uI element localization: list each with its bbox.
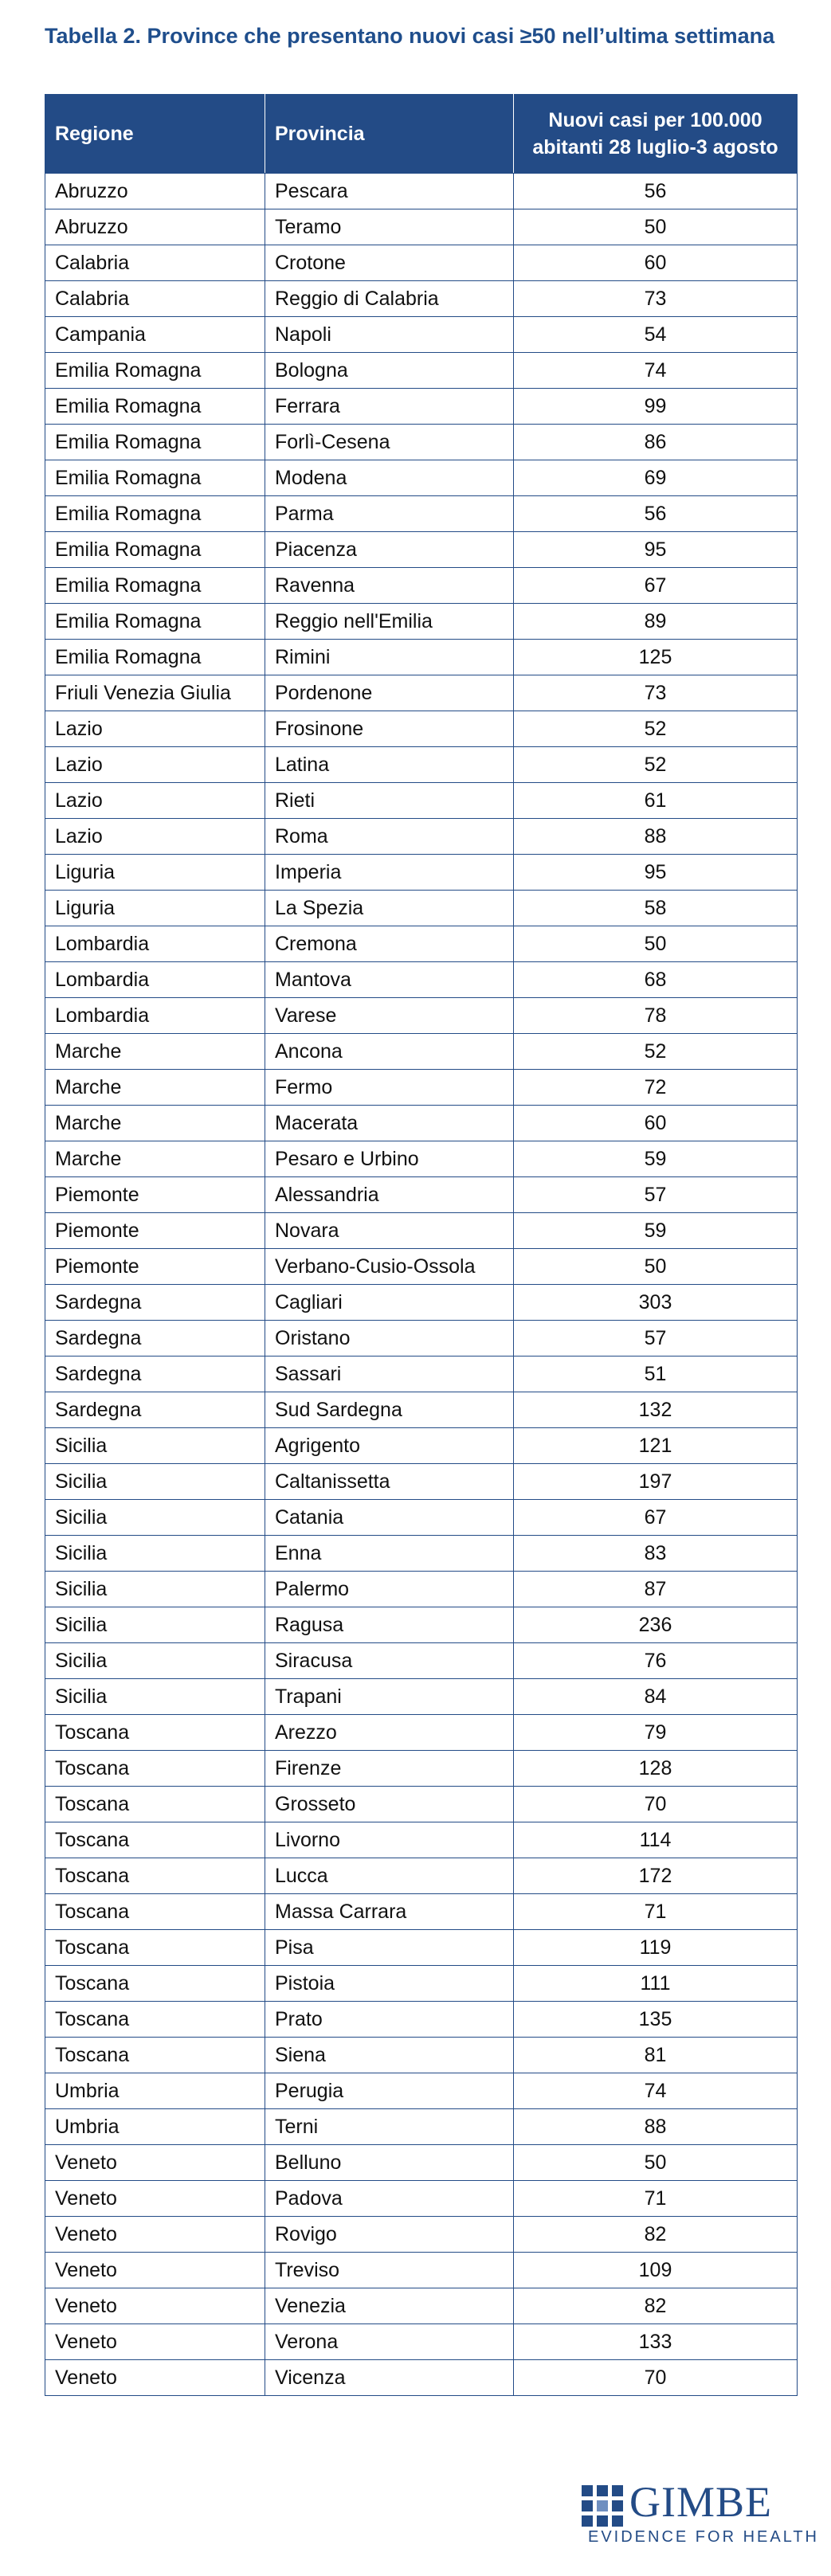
region-cell: Toscana	[45, 1894, 265, 1930]
province-cell: Firenze	[265, 1751, 514, 1787]
region-cell: Emilia Romagna	[45, 460, 265, 496]
province-cell: Verona	[265, 2324, 514, 2360]
province-cell: Crotone	[265, 245, 514, 281]
province-cell: La Spezia	[265, 891, 514, 926]
table-row	[45, 1392, 798, 1428]
province-cell: Macerata	[265, 1106, 514, 1141]
region-cell: Veneto	[45, 2253, 265, 2288]
region-cell: Liguria	[45, 891, 265, 926]
province-cell: Fermo	[265, 1070, 514, 1106]
header-new-cases-line1: Nuovi casi per 100.000	[548, 109, 762, 131]
table-row	[45, 1500, 798, 1536]
province-cell: Cremona	[265, 926, 514, 962]
province-cell: Mantova	[265, 962, 514, 998]
new-cases-cell: 52	[514, 1034, 798, 1070]
region-cell: Campania	[45, 317, 265, 353]
province-cell: Piacenza	[265, 532, 514, 568]
header-new-cases-line2: abitanti 28 luglio-3 agosto	[532, 136, 778, 159]
region-cell: Emilia Romagna	[45, 604, 265, 640]
new-cases-cell: 109	[514, 2253, 798, 2288]
province-cell: Ancona	[265, 1034, 514, 1070]
region-cell: Sardegna	[45, 1357, 265, 1392]
province-cell: Venezia	[265, 2288, 514, 2324]
region-cell: Piemonte	[45, 1213, 265, 1249]
gimbe-mark-icon	[582, 2485, 623, 2527]
new-cases-cell: 59	[514, 1141, 798, 1177]
region-cell: Lazio	[45, 819, 265, 855]
region-cell: Toscana	[45, 2038, 265, 2073]
region-cell: Sicilia	[45, 1572, 265, 1607]
table-row	[45, 1715, 798, 1751]
province-cell: Siena	[265, 2038, 514, 2073]
province-cell: Palermo	[265, 1572, 514, 1607]
region-cell: Veneto	[45, 2324, 265, 2360]
new-cases-cell: 81	[514, 2038, 798, 2073]
new-cases-cell: 87	[514, 1572, 798, 1607]
new-cases-cell: 50	[514, 209, 798, 245]
region-cell: Sicilia	[45, 1428, 265, 1464]
new-cases-cell: 135	[514, 2002, 798, 2038]
region-cell: Umbria	[45, 2073, 265, 2109]
table-row	[45, 675, 798, 711]
new-cases-cell: 303	[514, 1285, 798, 1321]
region-cell: Toscana	[45, 1822, 265, 1858]
province-cell: Massa Carrara	[265, 1894, 514, 1930]
table-row	[45, 174, 798, 209]
province-cell: Belluno	[265, 2145, 514, 2181]
province-cell: Caltanissetta	[265, 1464, 514, 1500]
header-new-cases	[514, 95, 798, 174]
new-cases-cell: 57	[514, 1177, 798, 1213]
province-cell: Siracusa	[265, 1643, 514, 1679]
new-cases-cell: 61	[514, 783, 798, 819]
table-row	[45, 783, 798, 819]
region-cell: Toscana	[45, 1751, 265, 1787]
new-cases-cell: 125	[514, 640, 798, 675]
table-row	[45, 1966, 798, 2002]
new-cases-cell: 121	[514, 1428, 798, 1464]
new-cases-cell: 73	[514, 675, 798, 711]
province-cell: Modena	[265, 460, 514, 496]
table-row	[45, 1572, 798, 1607]
table-row	[45, 2145, 798, 2181]
new-cases-cell: 71	[514, 1894, 798, 1930]
province-cell: Alessandria	[265, 1177, 514, 1213]
table-body	[45, 174, 798, 2396]
table-row	[45, 1141, 798, 1177]
region-cell: Veneto	[45, 2360, 265, 2396]
province-cell: Sud Sardegna	[265, 1392, 514, 1428]
new-cases-cell: 58	[514, 891, 798, 926]
table-row	[45, 1679, 798, 1715]
new-cases-cell: 68	[514, 962, 798, 998]
province-cell: Frosinone	[265, 711, 514, 747]
province-cell: Treviso	[265, 2253, 514, 2288]
table-row	[45, 1213, 798, 1249]
province-cell: Roma	[265, 819, 514, 855]
table-row	[45, 998, 798, 1034]
new-cases-cell: 74	[514, 2073, 798, 2109]
region-cell: Marche	[45, 1141, 265, 1177]
region-cell: Emilia Romagna	[45, 568, 265, 604]
header-province: Provincia	[265, 95, 514, 174]
new-cases-cell: 82	[514, 2288, 798, 2324]
region-cell: Toscana	[45, 1858, 265, 1894]
new-cases-cell: 114	[514, 1822, 798, 1858]
new-cases-cell: 83	[514, 1536, 798, 1572]
region-cell: Veneto	[45, 2288, 265, 2324]
table-row	[45, 2073, 798, 2109]
table-row	[45, 1822, 798, 1858]
province-cell: Ferrara	[265, 389, 514, 425]
table-row	[45, 496, 798, 532]
region-cell: Marche	[45, 1070, 265, 1106]
table-row	[45, 1070, 798, 1106]
new-cases-cell: 76	[514, 1643, 798, 1679]
table-row	[45, 604, 798, 640]
table-row	[45, 891, 798, 926]
new-cases-cell: 73	[514, 281, 798, 317]
table-row	[45, 1177, 798, 1213]
region-cell: Sicilia	[45, 1607, 265, 1643]
region-cell: Veneto	[45, 2217, 265, 2253]
region-cell: Toscana	[45, 1715, 265, 1751]
table-row	[45, 2288, 798, 2324]
table-row	[45, 532, 798, 568]
region-cell: Friuli Venezia Giulia	[45, 675, 265, 711]
table-row	[45, 1034, 798, 1070]
table-header-row	[45, 95, 798, 174]
province-cell: Pescara	[265, 174, 514, 209]
table-row	[45, 1357, 798, 1392]
new-cases-cell: 128	[514, 1751, 798, 1787]
province-cell: Ravenna	[265, 568, 514, 604]
new-cases-cell: 86	[514, 425, 798, 460]
province-cell: Trapani	[265, 1679, 514, 1715]
province-cell: Parma	[265, 496, 514, 532]
province-cell: Arezzo	[265, 1715, 514, 1751]
province-cell: Terni	[265, 2109, 514, 2145]
table-row	[45, 962, 798, 998]
table-row	[45, 855, 798, 891]
region-cell: Emilia Romagna	[45, 640, 265, 675]
province-cell: Pordenone	[265, 675, 514, 711]
province-cell: Latina	[265, 747, 514, 783]
table-row	[45, 1249, 798, 1285]
province-cell: Livorno	[265, 1822, 514, 1858]
new-cases-cell: 70	[514, 2360, 798, 2396]
province-cell: Prato	[265, 2002, 514, 2038]
table-row	[45, 1285, 798, 1321]
table-row	[45, 640, 798, 675]
province-cell: Imperia	[265, 855, 514, 891]
region-cell: Liguria	[45, 855, 265, 891]
logo-tagline: EVIDENCE FOR HEALTH	[588, 2528, 819, 2546]
table-row	[45, 2109, 798, 2145]
table-row	[45, 1536, 798, 1572]
table-row	[45, 389, 798, 425]
region-cell: Lazio	[45, 783, 265, 819]
region-cell: Emilia Romagna	[45, 389, 265, 425]
province-cell: Varese	[265, 998, 514, 1034]
region-cell: Marche	[45, 1106, 265, 1141]
new-cases-cell: 82	[514, 2217, 798, 2253]
region-cell: Sardegna	[45, 1392, 265, 1428]
region-cell: Abruzzo	[45, 209, 265, 245]
new-cases-cell: 56	[514, 496, 798, 532]
region-cell: Calabria	[45, 281, 265, 317]
table-row	[45, 460, 798, 496]
table-row	[45, 1464, 798, 1500]
new-cases-cell: 67	[514, 568, 798, 604]
new-cases-cell: 70	[514, 1787, 798, 1822]
table-row	[45, 317, 798, 353]
table-row	[45, 568, 798, 604]
province-cell: Reggio nell'Emilia	[265, 604, 514, 640]
province-cell: Bologna	[265, 353, 514, 389]
region-cell: Sicilia	[45, 1536, 265, 1572]
province-cell: Rimini	[265, 640, 514, 675]
provinces-table	[45, 94, 798, 2396]
new-cases-cell: 50	[514, 2145, 798, 2181]
table-row	[45, 2181, 798, 2217]
province-cell: Pistoia	[265, 1966, 514, 2002]
new-cases-cell: 69	[514, 460, 798, 496]
new-cases-cell: 72	[514, 1070, 798, 1106]
new-cases-cell: 67	[514, 1500, 798, 1536]
region-cell: Abruzzo	[45, 174, 265, 209]
region-cell: Emilia Romagna	[45, 353, 265, 389]
new-cases-cell: 57	[514, 1321, 798, 1357]
table-row	[45, 2002, 798, 2038]
table-row	[45, 2360, 798, 2396]
table-row	[45, 1787, 798, 1822]
province-cell: Oristano	[265, 1321, 514, 1357]
table-row	[45, 2253, 798, 2288]
new-cases-cell: 60	[514, 245, 798, 281]
table-row	[45, 2217, 798, 2253]
new-cases-cell: 59	[514, 1213, 798, 1249]
province-cell: Vicenza	[265, 2360, 514, 2396]
region-cell: Umbria	[45, 2109, 265, 2145]
new-cases-cell: 88	[514, 819, 798, 855]
table-row	[45, 281, 798, 317]
new-cases-cell: 119	[514, 1930, 798, 1966]
region-cell: Piemonte	[45, 1249, 265, 1285]
table-row	[45, 1894, 798, 1930]
new-cases-cell: 99	[514, 389, 798, 425]
region-cell: Lazio	[45, 747, 265, 783]
new-cases-cell: 84	[514, 1679, 798, 1715]
province-cell: Grosseto	[265, 1787, 514, 1822]
new-cases-cell: 56	[514, 174, 798, 209]
province-cell: Rieti	[265, 783, 514, 819]
new-cases-cell: 79	[514, 1715, 798, 1751]
new-cases-cell: 111	[514, 1966, 798, 2002]
region-cell: Toscana	[45, 1787, 265, 1822]
region-cell: Emilia Romagna	[45, 425, 265, 460]
province-cell: Teramo	[265, 209, 514, 245]
province-cell: Enna	[265, 1536, 514, 1572]
province-cell: Lucca	[265, 1858, 514, 1894]
new-cases-cell: 236	[514, 1607, 798, 1643]
region-cell: Sardegna	[45, 1285, 265, 1321]
province-cell: Pesaro e Urbino	[265, 1141, 514, 1177]
region-cell: Emilia Romagna	[45, 496, 265, 532]
province-cell: Perugia	[265, 2073, 514, 2109]
region-cell: Lazio	[45, 711, 265, 747]
province-cell: Napoli	[265, 317, 514, 353]
province-cell: Forlì-Cesena	[265, 425, 514, 460]
table-row	[45, 2324, 798, 2360]
region-cell: Toscana	[45, 2002, 265, 2038]
province-cell: Rovigo	[265, 2217, 514, 2253]
new-cases-cell: 50	[514, 926, 798, 962]
region-cell: Sicilia	[45, 1464, 265, 1500]
table-row	[45, 209, 798, 245]
region-cell: Piemonte	[45, 1177, 265, 1213]
province-cell: Reggio di Calabria	[265, 281, 514, 317]
new-cases-cell: 172	[514, 1858, 798, 1894]
region-cell: Lombardia	[45, 998, 265, 1034]
table-row	[45, 1106, 798, 1141]
region-cell: Marche	[45, 1034, 265, 1070]
new-cases-cell: 95	[514, 532, 798, 568]
table-row	[45, 1643, 798, 1679]
region-cell: Calabria	[45, 245, 265, 281]
new-cases-cell: 50	[514, 1249, 798, 1285]
new-cases-cell: 133	[514, 2324, 798, 2360]
table-row	[45, 1930, 798, 1966]
province-cell: Cagliari	[265, 1285, 514, 1321]
table-row	[45, 1607, 798, 1643]
table-row	[45, 1858, 798, 1894]
new-cases-cell: 74	[514, 353, 798, 389]
new-cases-cell: 60	[514, 1106, 798, 1141]
table-row	[45, 425, 798, 460]
new-cases-cell: 197	[514, 1464, 798, 1500]
gimbe-logo	[582, 2478, 819, 2554]
table-row	[45, 747, 798, 783]
new-cases-cell: 132	[514, 1392, 798, 1428]
new-cases-cell: 71	[514, 2181, 798, 2217]
region-cell: Sardegna	[45, 1321, 265, 1357]
table-row	[45, 711, 798, 747]
table-row	[45, 1751, 798, 1787]
region-cell: Veneto	[45, 2181, 265, 2217]
new-cases-cell: 51	[514, 1357, 798, 1392]
province-cell: Novara	[265, 1213, 514, 1249]
new-cases-cell: 52	[514, 711, 798, 747]
province-cell: Padova	[265, 2181, 514, 2217]
region-cell: Sicilia	[45, 1643, 265, 1679]
table-row	[45, 353, 798, 389]
table-row	[45, 1428, 798, 1464]
province-cell: Agrigento	[265, 1428, 514, 1464]
region-cell: Sicilia	[45, 1679, 265, 1715]
province-cell: Catania	[265, 1500, 514, 1536]
new-cases-cell: 54	[514, 317, 798, 353]
province-cell: Ragusa	[265, 1607, 514, 1643]
table-row	[45, 245, 798, 281]
table-row	[45, 819, 798, 855]
table-title: Tabella 2. Province che presentano nuovi casi ≥50 nell’ultima settimana	[45, 24, 775, 48]
province-cell: Pisa	[265, 1930, 514, 1966]
province-cell: Verbano-Cusio-Ossola	[265, 1249, 514, 1285]
region-cell: Emilia Romagna	[45, 532, 265, 568]
region-cell: Veneto	[45, 2145, 265, 2181]
province-cell: Sassari	[265, 1357, 514, 1392]
region-cell: Lombardia	[45, 962, 265, 998]
region-cell: Toscana	[45, 1966, 265, 2002]
logo-name: GIMBE	[629, 2478, 772, 2526]
header-region: Regione	[45, 95, 265, 174]
region-cell: Sicilia	[45, 1500, 265, 1536]
new-cases-cell: 95	[514, 855, 798, 891]
region-cell: Toscana	[45, 1930, 265, 1966]
new-cases-cell: 78	[514, 998, 798, 1034]
region-cell: Lombardia	[45, 926, 265, 962]
new-cases-cell: 88	[514, 2109, 798, 2145]
table-row	[45, 926, 798, 962]
table-row	[45, 2038, 798, 2073]
table-row	[45, 1321, 798, 1357]
new-cases-cell: 89	[514, 604, 798, 640]
new-cases-cell: 52	[514, 747, 798, 783]
